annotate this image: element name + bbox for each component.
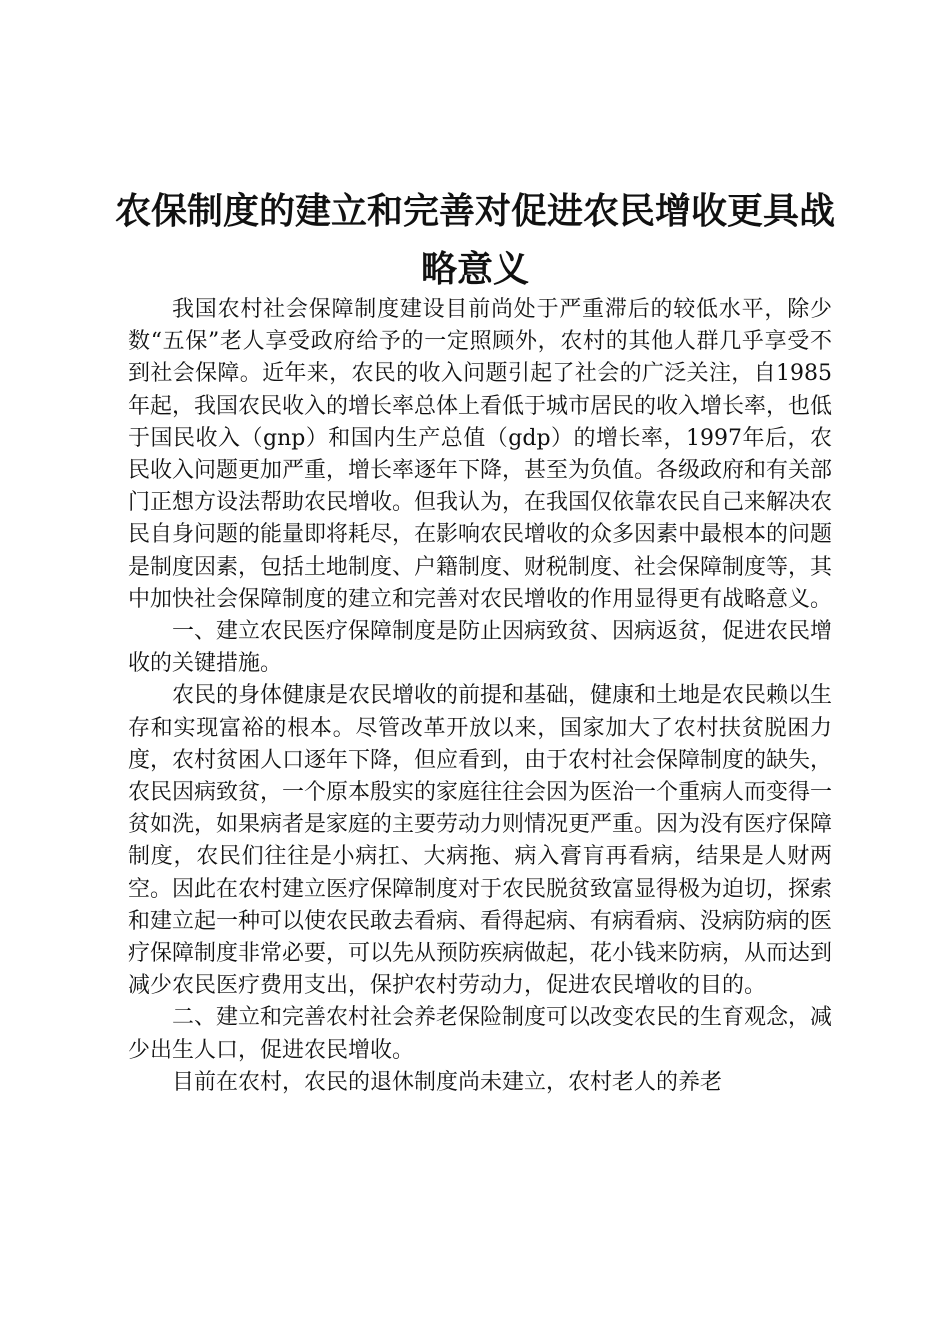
paragraph-intro: 我国农村社会保障制度建设目前尚处于严重滞后的较低水平，除少数“五保”老人享受政府给予的一定照顾外，农村的其他人群几乎享受不到社会保障。近年来，农民的收入问题引起了社会的广泛关注，自1985年起，我国农民收入的增长率总体上看低于城市居民的收入增长率，也低于国民收入（gnp）和国内生产总值（gdp）的增长率，1997年后，农民收入问题更加严重，增长率逐年下降，甚至为负值。各级政府和有关部门正想方设法帮助农民增收。但我认为，在我国仅依靠农民自己来解决农民自身问题的能量即将耗尽，在影响农民增收的众多因素中最根本的问题是制度因素，包括土地制度、户籍制度、财税制度、社会保障制度等，其中加快社会保障制度的建立和完善对农民增收的作用显得更有战略意义。 <box>128 297 833 612</box>
paragraph-pension: 目前在农村，农民的退休制度尚未建立，农村老人的养老 <box>172 1069 723 1095</box>
paragraph-medical: 农民的身体健康是农民增收的前提和基础，健康和土地是农民赖以生存和实现富裕的根本。尽管改革开放以来，国家加大了农村扶贫脱困力度，农村贫困人口逐年下降，但应看到，由于农村社会保障制度的缺失，农民因病致贫，一个原本殷实的家庭往往会因为医治一个重病人而变得一贫如洗，如果病者是家庭的主要劳动力则情况更严重。因为没有医疗保障制度，农民们往往是小病扛、大病拖、病入膏肓再看病，结果是人财两空。因此在农村建立医疗保障制度对于农民脱贫致富显得极为迫切，探索和建立起一种可以使农民敢去看病、看得起病、有病看病、没病防病的医疗保障制度非常必要，可以先从预防疾病做起，花小钱来防病，从而达到减少农民医疗费用支出，保护农村劳动力，促进农民增收的目的。 <box>128 683 833 999</box>
section-heading-1: 一、建立农民医疗保障制度是防止因病致贫、因病返贫，促进农民增收的关键措施。 <box>128 619 833 677</box>
document-body <box>128 294 832 1099</box>
title-line-2: 略意义 <box>420 248 529 291</box>
title-line-1: 农保制度的建立和完善对促进农民增收更具战 <box>114 190 835 233</box>
section-heading-2: 二、建立和完善农村社会养老保险制度可以改变农民的生育观念，减少出生人口，促进农民增收。 <box>128 1005 833 1063</box>
document-title <box>0 182 950 298</box>
